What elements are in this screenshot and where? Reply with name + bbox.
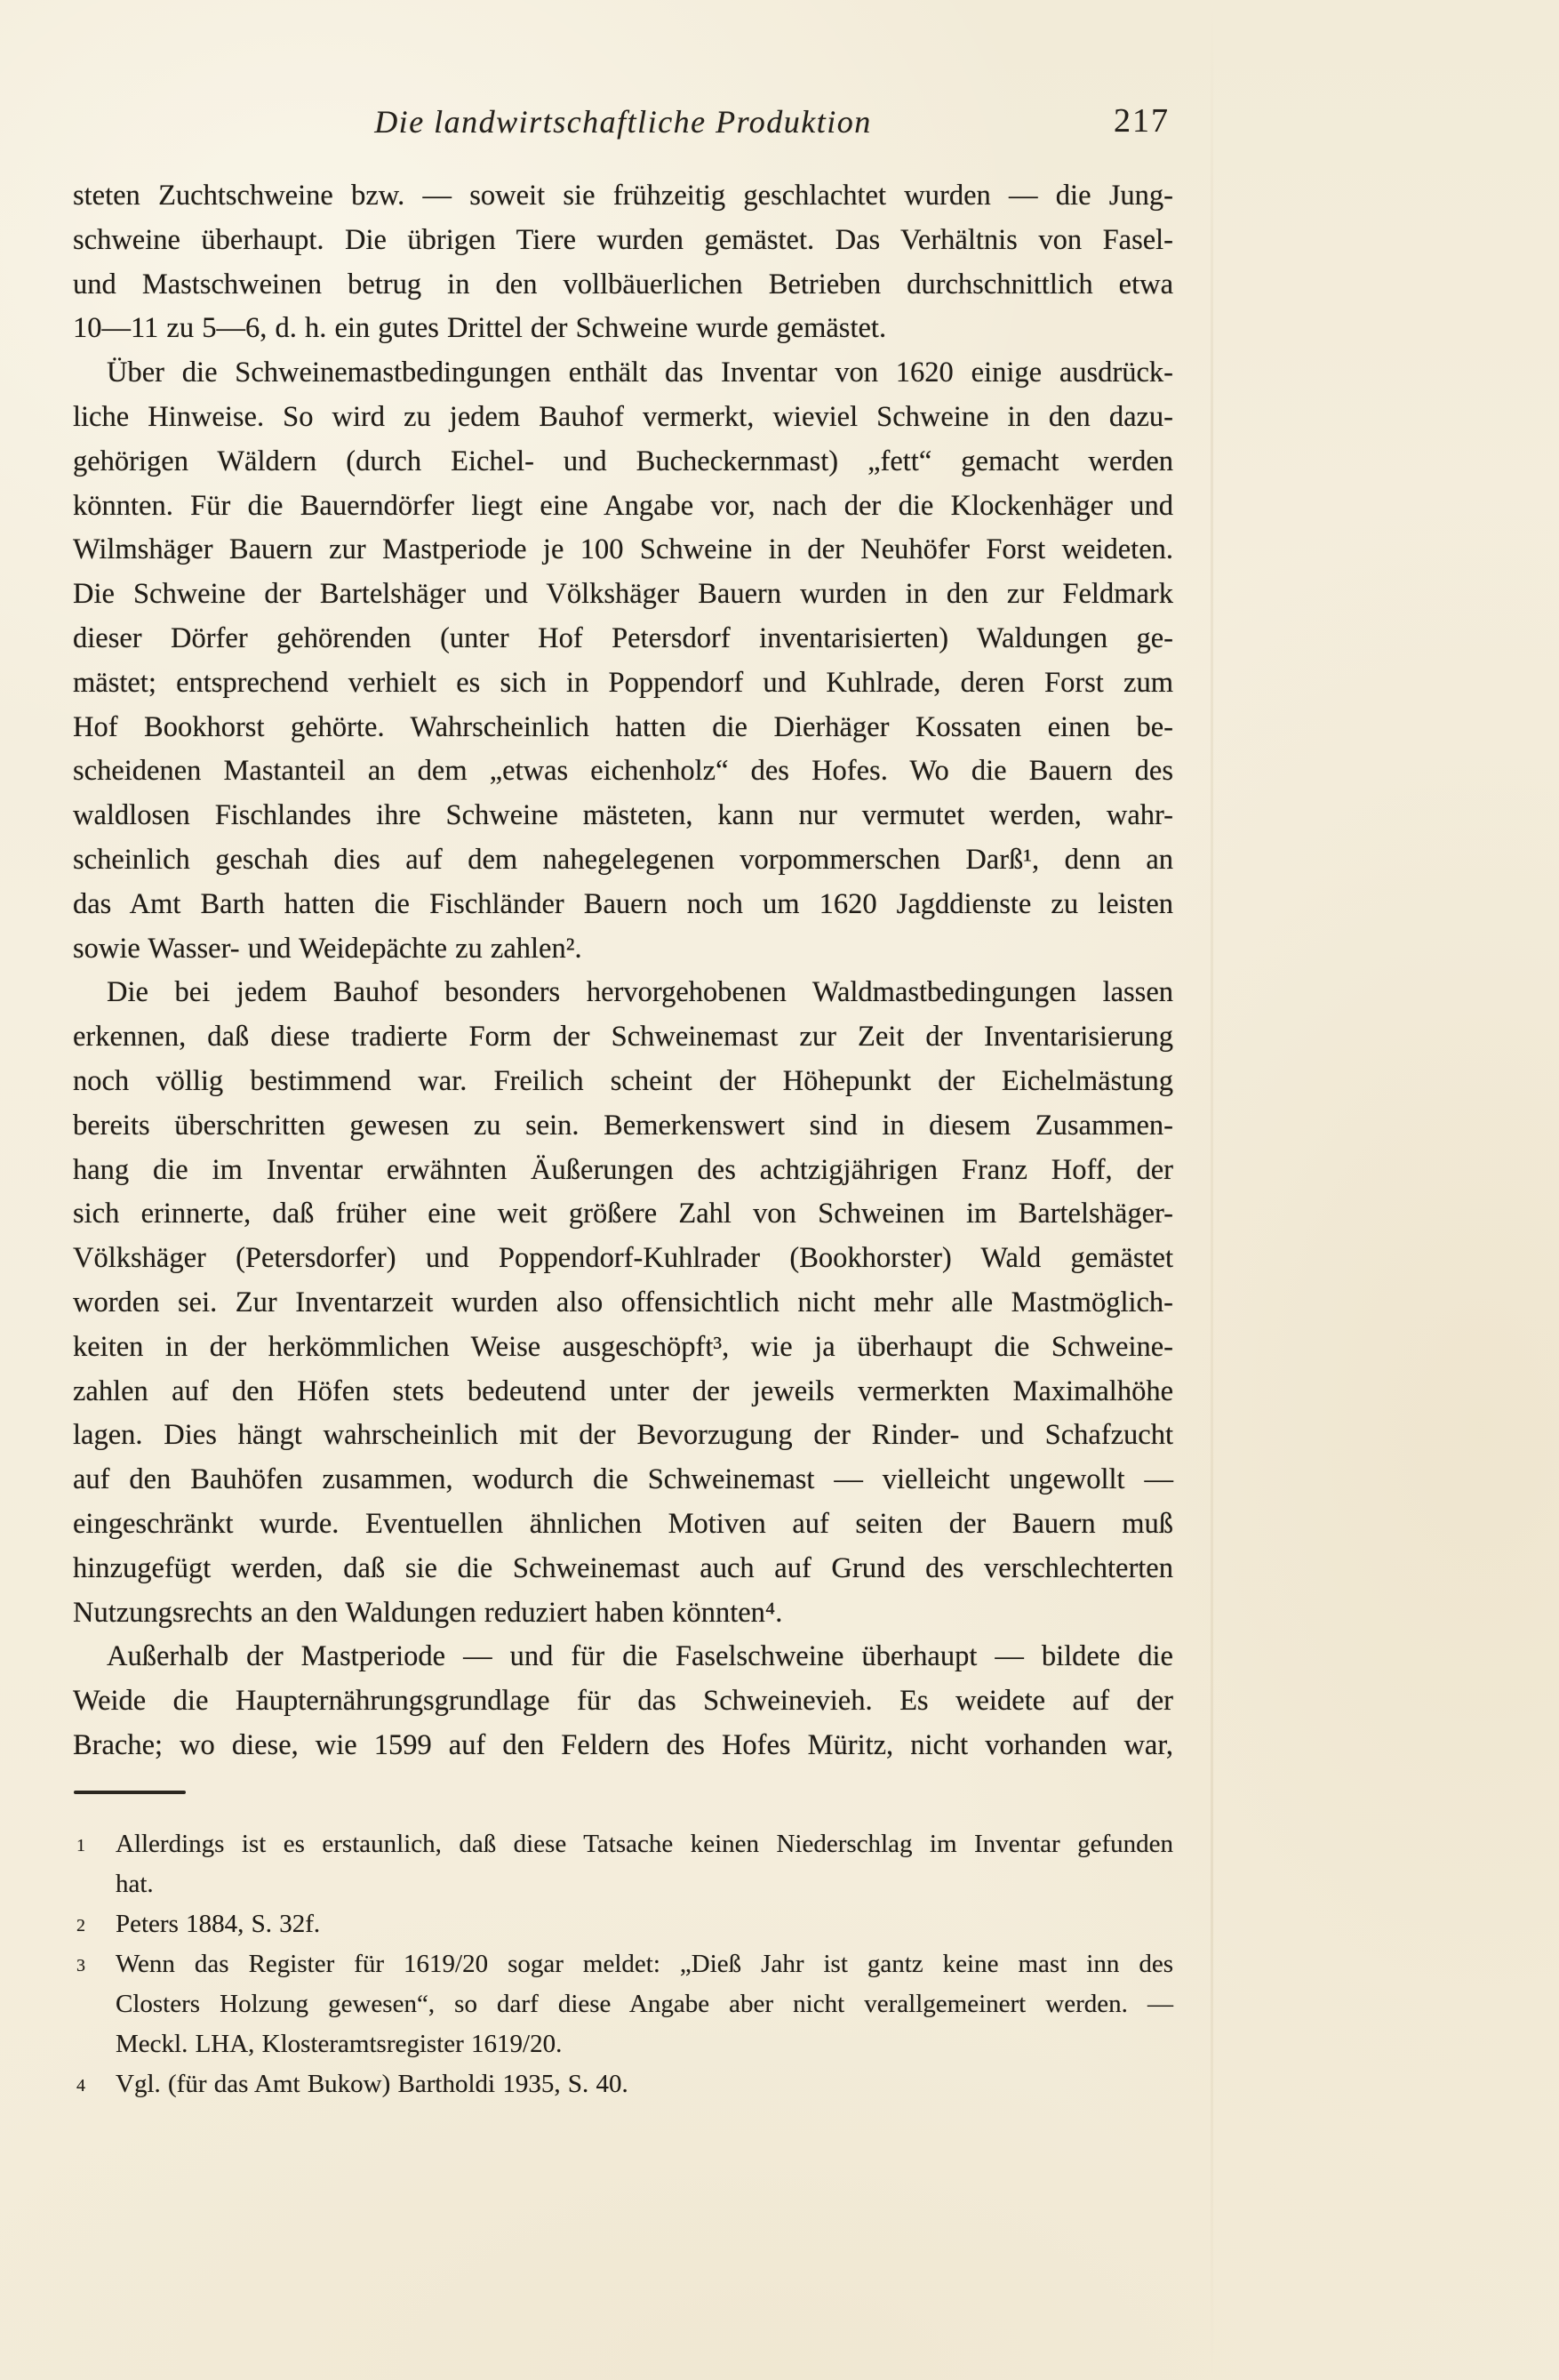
page-number: 217 <box>1114 102 1170 140</box>
text-line: erkennen, daß diese tradierte Form der Schweinemast zur Zeit der Inventarisierung <box>73 1021 1173 1054</box>
running-title: Die landwirtschaftliche Produktion <box>374 104 872 140</box>
text-line: waldlosen Fischlandes ihre Schweine mästeten, kann nur vermutet werden, wahr- <box>73 799 1173 832</box>
text-line: das Amt Barth hatten die Fischländer Bauern noch um 1620 Jagddienste zu leisten <box>73 887 1173 920</box>
text-line: könnten. Für die Bauerndörfer liegt eine Angabe vor, nach der die Klockenhäger und <box>73 489 1173 522</box>
text-line: lagen. Dies hängt wahrscheinlich mit der Bevorzugung der Rinder- und Schafzucht <box>73 1419 1173 1452</box>
text-line: Die Schweine der Bartelshäger und Völkshäger Bauern wurden in den zur Feldmark <box>73 578 1173 611</box>
footnote-marker: 4 <box>76 2076 85 2096</box>
text-line: scheidenen Mastanteil an dem „etwas eichenholz“ des Hofes. Wo die Bauern des <box>73 755 1173 788</box>
footnote <box>73 1904 1173 1944</box>
paragraph <box>73 1635 1173 1767</box>
text-line: Über die Schweinemastbedingungen enthält das Inventar von 1620 einige ausdrück- <box>107 357 1173 389</box>
footnotes <box>73 1824 1173 2104</box>
text-line: auf den Bauhöfen zusammen, wodurch die Schweinemast — vielleicht ungewollt — <box>73 1463 1173 1496</box>
footnote-marker: 2 <box>76 1916 85 1935</box>
paper-crease <box>1211 0 1213 2380</box>
text-line: Außerhalb der Mastperiode — und für die Faselschweine überhaupt — bildete die <box>107 1640 1173 1673</box>
text-line: sich erinnerte, daß früher eine weit größere Zahl von Schweinen im Bartelshäger- <box>73 1198 1173 1230</box>
text-line: hang die im Inventar erwähnten Äußerungen des achtzigjährigen Franz Hoff, der <box>73 1153 1173 1186</box>
footnote-separator <box>74 1791 186 1794</box>
text-line: und Mastschweinen betrug in den vollbäuerlichen Betrieben durchschnittlich etwa <box>73 268 1173 301</box>
footnote-marker: 3 <box>76 1956 85 1975</box>
text-line: mästet; entsprechend verhielt es sich in Poppendorf und Kuhlrade, deren Forst zum <box>73 666 1173 699</box>
text-line: bereits überschritten gewesen zu sein. Bemerkenswert sind in diesem Zusammen- <box>73 1109 1173 1142</box>
text-line: steten Zuchtschweine bzw. — soweit sie frühzeitig geschlachtet wurden — die Jung- <box>73 180 1173 212</box>
text-line: liche Hinweise. So wird zu jedem Bauhof vermerkt, wieviel Schweine in den dazu- <box>73 400 1173 433</box>
text-line: Völkshäger (Petersdorfer) und Poppendorf-Kuhlrader (Bookhorster) Wald gemästet <box>73 1242 1173 1275</box>
text-line: Brache; wo diese, wie 1599 auf den Feldern des Hofes Müritz, nicht vorhanden war, <box>73 1728 1173 1761</box>
text-line: Meckl. LHA, Klosteramtsregister 1619/20. <box>116 2030 563 2058</box>
text-line: schweine überhaupt. Die übrigen Tiere wurden gemästet. Das Verhältnis von Fasel- <box>73 223 1173 256</box>
text-line: hinzugefügt werden, daß sie die Schweinemast auch auf Grund des verschlechterten <box>73 1551 1173 1584</box>
text-line: Peters 1884, S. 32f. <box>116 1910 321 1938</box>
text-line: Closters Holzung gewesen“, so darf diese Angabe aber nicht verallgemeinert werden. — <box>116 1990 1173 2018</box>
text-line: 10—11 zu 5—6, d. h. ein gutes Drittel der Schweine wurde gemästet. <box>73 312 887 345</box>
footnote <box>73 1944 1173 2064</box>
text-line: Wilmshäger Bauern zur Mastperiode je 100 Schweine in der Neuhöfer Forst weideten. <box>73 533 1173 566</box>
text-line: keiten in der herkömmlichen Weise ausgeschöpft³, wie ja überhaupt die Schweine- <box>73 1330 1173 1363</box>
paragraph <box>73 174 1173 351</box>
page-header <box>73 103 1173 149</box>
text-line: Allerdings ist es erstaunlich, daß diese Tatsache keinen Niederschlag im Inventar gefunden <box>116 1830 1173 1858</box>
text-line: Vgl. (für das Amt Bukow) Bartholdi 1935, S. 40. <box>116 2070 628 2098</box>
footnote <box>73 1824 1173 1904</box>
text-line: eingeschränkt wurde. Eventuellen ähnlichen Motiven auf seiten der Bauern muß <box>73 1507 1173 1540</box>
text-line: noch völlig bestimmend war. Freilich scheint der Höhepunkt der Eichelmästung <box>73 1064 1173 1097</box>
paragraph <box>73 971 1173 1635</box>
text-line: hat. <box>116 1870 154 1898</box>
text-line: Weide die Haupternährungsgrundlage für das Schweinevieh. Es weidete auf der <box>73 1685 1173 1718</box>
text-line: Die bei jedem Bauhof besonders hervorgehobenen Waldmastbedingungen lassen <box>107 976 1173 1009</box>
text-line: Wenn das Register für 1619/20 sogar meldet: „Dieß Jahr ist gantz keine mast inn des <box>116 1950 1173 1978</box>
footnote-marker: 1 <box>76 1836 85 1855</box>
text-line: zahlen auf den Höfen stets bedeutend unter der jeweils vermerkten Maximalhöhe <box>73 1374 1173 1407</box>
text-line: Hof Bookhorst gehörte. Wahrscheinlich hatten die Dierhäger Kossaten einen be- <box>73 710 1173 743</box>
text-line: scheinlich geschah dies auf dem nahegelegenen vorpommerschen Darß¹, denn an <box>73 843 1173 876</box>
paragraph <box>73 351 1173 971</box>
body-text <box>73 174 1173 1768</box>
text-line: dieser Dörfer gehörenden (unter Hof Petersdorf inventarisierten) Waldungen ge- <box>73 621 1173 654</box>
text-line: sowie Wasser- und Weidepächte zu zahlen². <box>73 932 582 965</box>
text-line: worden sei. Zur Inventarzeit wurden also offensichtlich nicht mehr alle Mastmöglich- <box>73 1286 1173 1318</box>
footnote <box>73 2064 1173 2104</box>
text-line: gehörigen Wäldern (durch Eichel- und Bucheckernmast) „fett“ gemacht werden <box>73 445 1173 477</box>
text-line: Nutzungsrechts an den Waldungen reduziert haben könnten⁴. <box>73 1596 783 1629</box>
